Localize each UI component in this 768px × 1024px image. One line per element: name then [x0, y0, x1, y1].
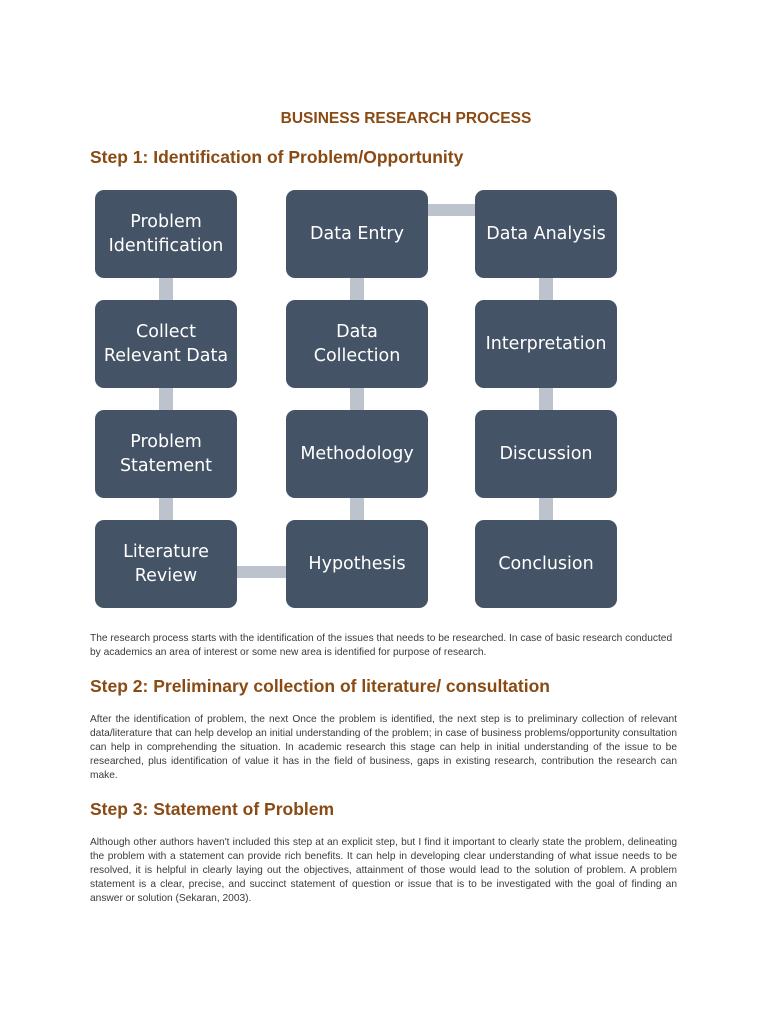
- flow-box-0-1: [95, 300, 237, 388]
- connector-h-1: [428, 204, 475, 216]
- flow-box-shape: [95, 410, 237, 498]
- flow-box-label: Hypothesis: [308, 554, 406, 574]
- flow-box-1-2: [286, 410, 428, 498]
- flow-box-shape: [95, 520, 237, 608]
- flow-box-2-3: [475, 520, 617, 608]
- document-title: BUSINESS RESEARCH PROCESS: [280, 110, 532, 127]
- connector-v-7: [539, 388, 553, 410]
- flow-box-label: Methodology: [300, 444, 414, 464]
- connector-v-1: [159, 388, 173, 410]
- flow-box-2-1: [475, 300, 617, 388]
- flow-box-shape: [286, 300, 428, 388]
- flow-box-shape: [95, 300, 237, 388]
- connector-v-6: [539, 278, 553, 300]
- flow-box-0-0: [95, 190, 237, 278]
- flow-box-label: Statement: [119, 456, 213, 476]
- step-1-heading: Step 1: Identification of Problem/Opportunity: [90, 147, 464, 167]
- flow-box-1-0: [286, 190, 428, 278]
- flow-box-label: Relevant Data: [103, 346, 229, 366]
- step-3-heading: Step 3: Statement of Problem: [90, 799, 335, 819]
- flow-box-0-3: [95, 520, 237, 608]
- flow-box-label: Conclusion: [498, 554, 594, 574]
- flow-box-2-0: [475, 190, 617, 278]
- flow-box-label: Identification: [108, 236, 224, 256]
- connector-h-0: [237, 566, 286, 578]
- step-1-paragraph: The research process starts with the identification of the issues that needs to be researched. In case of basic research conducted by academics an area of interest or some new area is identified for purpose of research.: [90, 633, 673, 658]
- connector-v-8: [539, 498, 553, 520]
- connector-v-5: [350, 498, 364, 520]
- connector-v-0: [159, 278, 173, 300]
- step-2-paragraph: After the identification of problem, the next Once the problem is identified, the next step is to preliminary collection of relevant data/literature that can help develop an initial understanding of the problem; in case of business problems/opportunity consultation can help in comprehending the situation. In academic research this stage can help in initial understanding of the issue to be researched, plus identification of value it has in the field of business, gaps in existing research, contribution the research can make.: [90, 714, 677, 781]
- flow-box-1-1: [286, 300, 428, 388]
- flow-box-0-2: [95, 410, 237, 498]
- flow-box-shape: [95, 190, 237, 278]
- flow-box-label: Interpretation: [485, 334, 607, 354]
- step-2-heading: Step 2: Preliminary collection of literature/ consultation: [90, 676, 550, 696]
- flow-box-label: Problem: [130, 212, 202, 232]
- step-3-paragraph: Although other authors haven't included this step at an explicit step, but I find it important to clearly state the problem, delineating the problem with a statement can provide rich benefits. It can help in developing clear understanding of what issue needs to be resolved, it is helpful in clearly laying out the objectives, attainment of those would lead to the solution of problem. A problem statement is a clear, precise, and succinct statement of question or issue that is to be investigated with the goal of finding an answer or solution (Sekaran, 2003).: [90, 837, 677, 904]
- flow-box-label: Discussion: [499, 444, 593, 464]
- flow-box-label: Data Entry: [310, 224, 404, 244]
- connector-v-3: [350, 278, 364, 300]
- flow-box-label: Data: [336, 322, 378, 342]
- flow-box-label: Collection: [313, 346, 401, 366]
- flow-box-1-3: [286, 520, 428, 608]
- connector-v-4: [350, 388, 364, 410]
- flow-box-label: Collect: [136, 322, 196, 342]
- connector-v-2: [159, 498, 173, 520]
- flow-box-label: Data Analysis: [486, 224, 606, 244]
- flow-box-label: Literature: [123, 542, 209, 562]
- flow-box-2-2: [475, 410, 617, 498]
- flow-box-label: Problem: [130, 432, 202, 452]
- flow-box-label: Review: [134, 566, 198, 586]
